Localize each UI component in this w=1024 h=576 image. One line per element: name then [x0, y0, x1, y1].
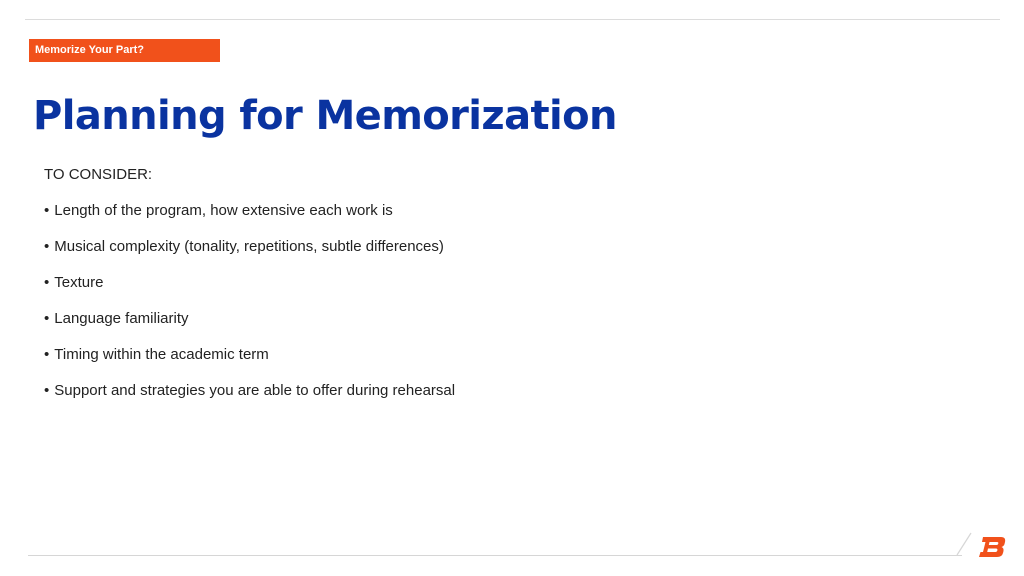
list-item-text: Texture — [54, 274, 104, 291]
bullet-icon: • — [44, 238, 50, 255]
block-b-logo-icon — [978, 535, 1008, 559]
slide-title: Planning for Memorization — [33, 93, 617, 139]
list-item — [44, 236, 944, 272]
bullet-icon: • — [44, 346, 50, 363]
list-item — [44, 200, 944, 236]
list-item-text: Timing within the academic term — [54, 346, 269, 363]
list-item — [44, 272, 944, 308]
intro-line: TO CONSIDER: — [44, 166, 153, 183]
bottom-divider — [28, 555, 962, 556]
bullet-icon: • — [44, 310, 50, 327]
list-item — [44, 308, 944, 344]
bullet-icon: • — [44, 202, 50, 219]
consider-list — [44, 164, 944, 416]
list-item-text: Language familiarity — [54, 310, 189, 327]
list-item — [44, 344, 944, 380]
list-item-text: Support and strategies you are able to offer during rehearsal — [54, 382, 456, 399]
bullet-icon: • — [44, 274, 50, 291]
top-divider — [25, 19, 1000, 20]
list-item-text: Musical complexity (tonality, repetitions, subtle differences) — [54, 238, 444, 255]
list-item-text: Length of the program, how extensive each work is — [54, 202, 393, 219]
list-item — [44, 380, 944, 416]
section-tag: Memorize Your Part? — [29, 39, 220, 62]
bullet-icon: • — [44, 382, 50, 399]
slash-divider-icon — [955, 532, 973, 556]
